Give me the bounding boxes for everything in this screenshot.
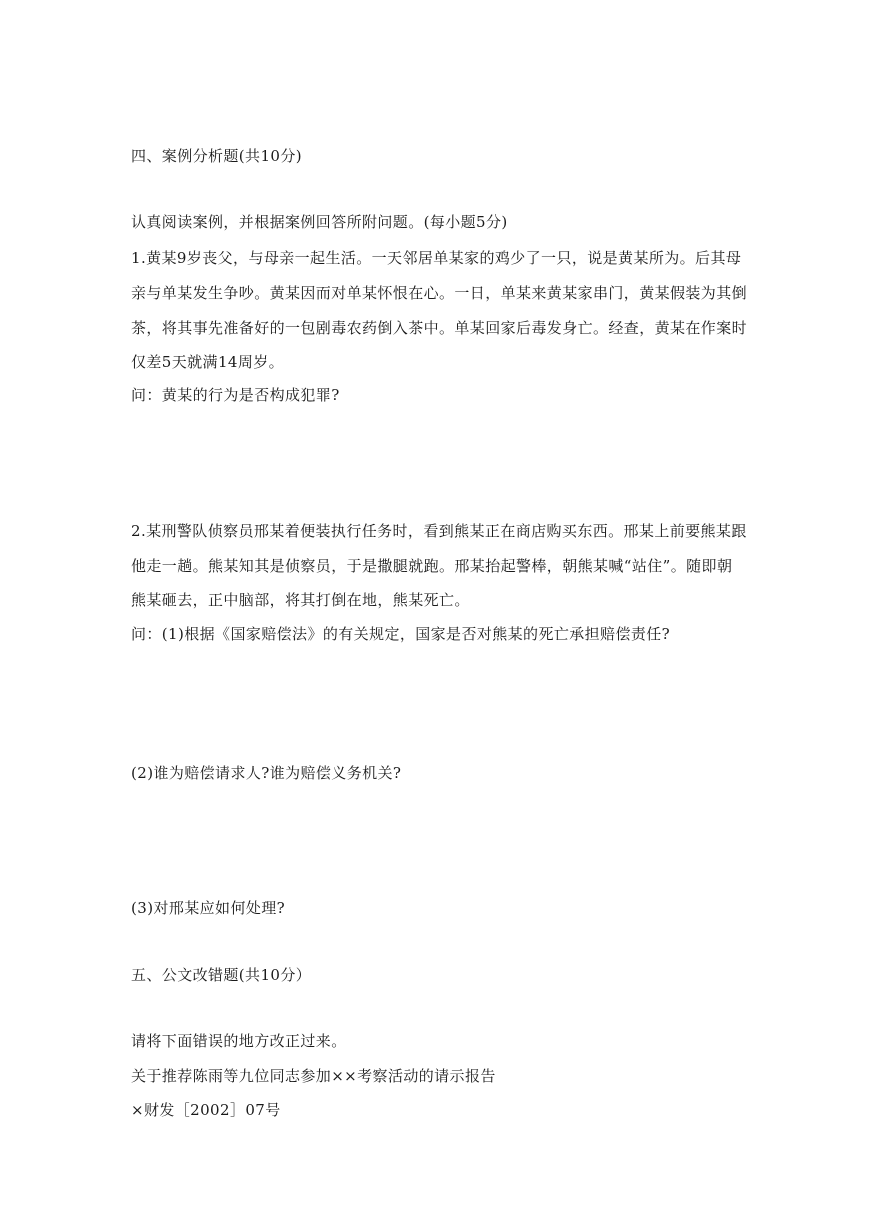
case2-question-2: (2)谁为赔偿请求人?谁为赔偿义务机关? — [131, 764, 402, 782]
case2-line: 熊某砸去，正中脑部，将其打倒在地，熊某死亡。 — [131, 591, 470, 609]
case1-line: 茶，将其事先准备好的一包剧毒农药倒入茶中。单某回家后毒发身亡。经查，黄某在作案时 — [131, 319, 748, 337]
section4-instruction: 认真阅读案例，并根据案例回答所附问题。(每小题5分) — [131, 213, 508, 231]
case2-question-3: (3)对邢某应如何处理? — [131, 899, 286, 917]
case2-question-1: 问：(1)根据《国家赔偿法》的有关规定，国家是否对熊某的死亡承担赔偿责任? — [131, 625, 671, 643]
case1-line: 亲与单某发生争吵。黄某因而对单某怀恨在心。一日，单某来黄某家串门，黄某假装为其倒 — [131, 284, 748, 302]
case2-line: 他走一趟。熊某知其是侦察员，于是撒腿就跑。邢某抬起警棒，朝熊某喊“站住”。随即朝 — [131, 557, 733, 575]
case1-question: 问：黄某的行为是否构成犯罪? — [131, 386, 340, 404]
section5-instruction: 请将下面错误的地方改正过来。 — [131, 1032, 347, 1050]
case2-line: 2.某刑警队侦察员邢某着便装执行任务时，看到熊某正在商店购买东西。邢某上前要熊某跟 — [131, 522, 747, 540]
case1-line: 仅差5天就满14周岁。 — [131, 353, 285, 371]
official-document-title: 关于推荐陈雨等九位同志参加××考察活动的请示报告 — [131, 1067, 496, 1085]
case1-line: 1.黄某9岁丧父，与母亲一起生活。一天邻居单某家的鸡少了一只，说是黄某所为。后其母 — [131, 249, 742, 267]
section5-heading: 五、公文改错题(共10分） — [131, 966, 312, 984]
section4-heading: 四、案例分析题(共10分) — [131, 147, 302, 165]
official-document-number: ×财发［2002］07号 — [131, 1101, 281, 1119]
